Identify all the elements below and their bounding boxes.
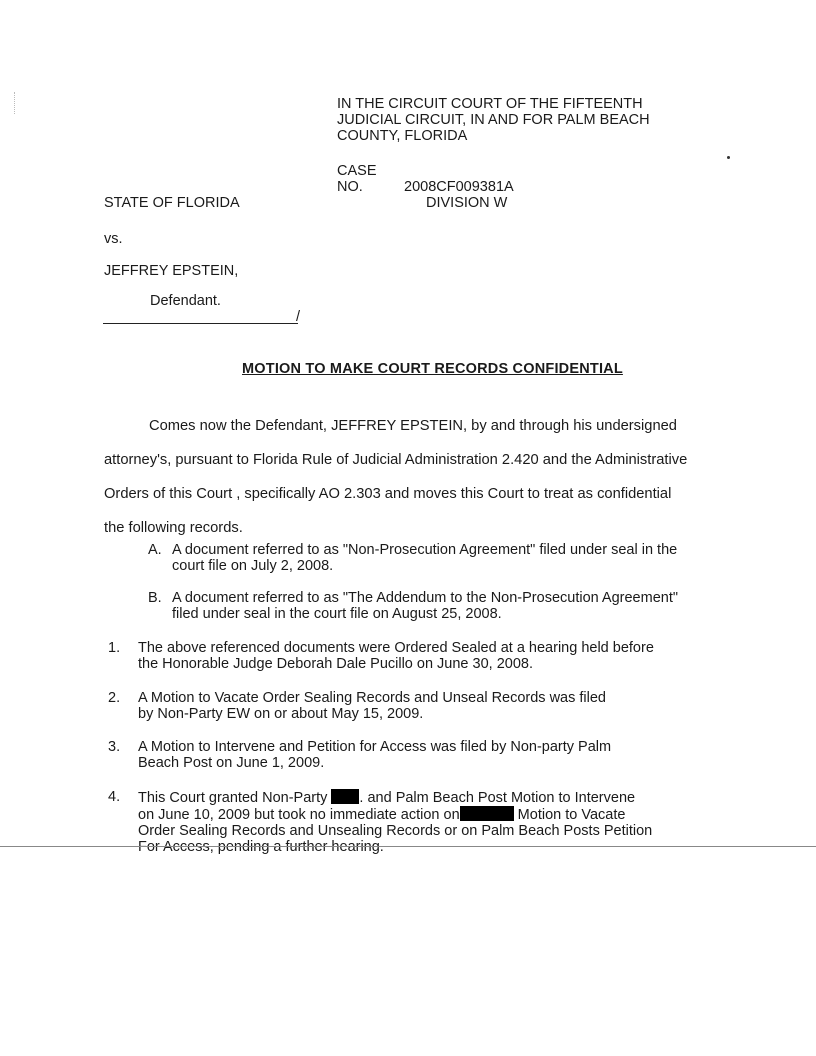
scan-cut-line: [0, 846, 816, 847]
item-text: . and Palm Beach Post Motion to Intervene: [359, 790, 636, 806]
court-header: [337, 96, 697, 144]
item-label: 3.: [108, 739, 121, 755]
intro-line: Comes now the Defendant, JEFFREY EPSTEIN, by and through his undersigned: [149, 418, 677, 434]
defendant-role: Defendant.: [150, 293, 221, 309]
item-line: The above referenced documents were Ordered Sealed at a hearing held before: [138, 640, 654, 656]
item-line: filed under seal in the court file on August 25, 2008.: [172, 606, 502, 622]
item-line: Beach Post on June 1, 2009.: [138, 755, 325, 771]
case-number: 2008CF009381A: [404, 179, 514, 195]
item-line: Order Sealing Records and Unsealing Records or on Palm Beach Posts Petition: [138, 823, 653, 839]
item-label: 4.: [108, 789, 121, 805]
record-item-b: [148, 590, 728, 622]
motion-title: MOTION TO MAKE COURT RECORDS CONFIDENTIAL: [242, 361, 623, 377]
item-text: on June 10, 2009 but took no immediate action on: [138, 807, 460, 823]
item-label: 1.: [108, 640, 121, 656]
item-line: [138, 806, 708, 823]
item-line: by Non-Party EW on or about May 15, 2009.: [138, 706, 424, 722]
case-label: CASE NO.: [337, 163, 377, 195]
versus-label: vs.: [104, 231, 123, 247]
plaintiff-name: STATE OF FLORIDA: [104, 195, 240, 211]
item-label: 2.: [108, 690, 121, 706]
court-line: JUDICIAL CIRCUIT, IN AND FOR PALM BEACH: [337, 112, 650, 128]
item-label: B.: [148, 590, 162, 606]
record-item-a: [148, 542, 728, 574]
defendant-name: JEFFREY EPSTEIN,: [104, 263, 239, 279]
item-label: A.: [148, 542, 162, 558]
item-line: the Honorable Judge Deborah Dale Pucillo on June 30, 2008.: [138, 656, 533, 672]
court-line: COUNTY, FLORIDA: [337, 128, 468, 144]
item-line: A Motion to Vacate Order Sealing Records and Unseal Records was filed: [138, 690, 607, 706]
caption-rule: [103, 323, 298, 324]
intro-line: Orders of this Court , specifically AO 2.303 and moves this Court to treat as confidential: [104, 486, 672, 502]
court-line: IN THE CIRCUIT COURT OF THE FIFTEENTH: [337, 96, 643, 112]
item-text: Motion to Vacate: [513, 807, 626, 823]
redaction-bar: [331, 789, 359, 804]
scan-edge-mark: [14, 92, 21, 114]
numbered-item-1: [108, 640, 708, 672]
item-line: [138, 789, 708, 806]
caption-slash: /: [296, 309, 301, 325]
item-line: A document referred to as "Non-Prosecution Agreement" filed under seal in the: [172, 542, 678, 558]
division: DIVISION W: [426, 195, 508, 211]
numbered-item-2: [108, 690, 708, 722]
case-block: [337, 163, 514, 211]
item-line: For Access, pending a further hearing.: [138, 839, 384, 855]
intro-line: attorney's, pursuant to Florida Rule of Judicial Administration 2.420 and the Administrative: [104, 452, 688, 468]
item-text: This Court granted Non-Party: [138, 790, 332, 806]
item-line: A Motion to Intervene and Petition for Access was filed by Non-party Palm: [138, 739, 612, 755]
item-line: court file on July 2, 2008.: [172, 558, 334, 574]
intro-line: the following records.: [104, 520, 243, 536]
redaction-bar: [460, 806, 514, 821]
numbered-item-3: [108, 739, 708, 771]
scan-speck: [727, 156, 730, 159]
item-line: A document referred to as "The Addendum to the Non-Prosecution Agreement": [172, 590, 679, 606]
intro-paragraph: [104, 409, 704, 545]
